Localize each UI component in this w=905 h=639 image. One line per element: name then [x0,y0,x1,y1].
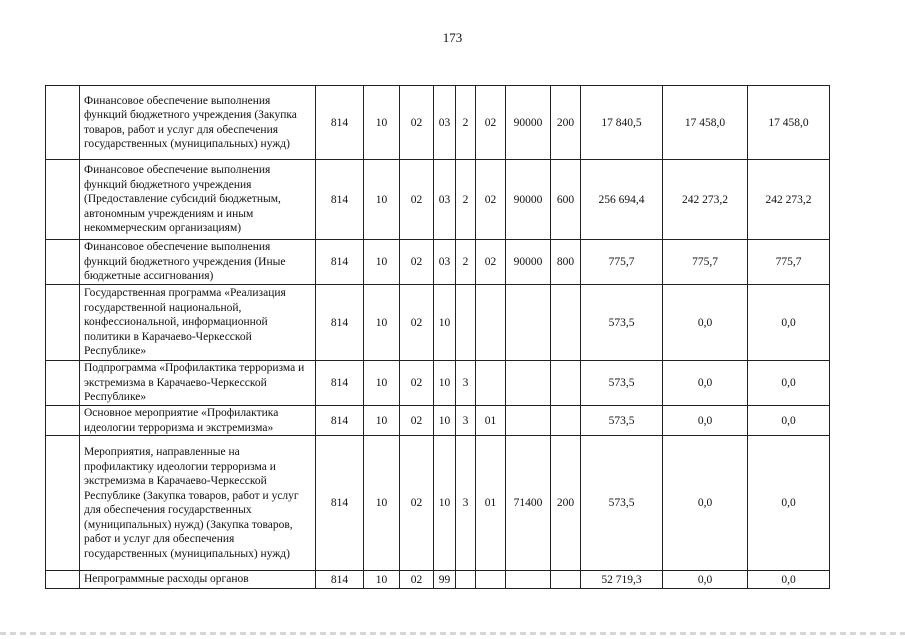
program-code: 10 [434,285,456,361]
expense-type-code [551,571,581,589]
amount-year-1: 256 694,4 [581,160,663,240]
program-code: 03 [434,160,456,240]
subprogram-code: 2 [456,240,476,285]
amount-year-2: 0,0 [663,285,748,361]
amount-year-3: 0,0 [748,361,830,406]
expense-type-code: 800 [551,240,581,285]
activity-code [476,361,506,406]
program-code: 99 [434,571,456,589]
expense-name: Мероприятия, направленные на профилактику идеологии терроризма и экстремизма в Карачаево-Черкесской Республике (Закупка товаров, работ и услуг для обеспечения государственных (муниципальных) нужд) (Закупка товаров, работ и услуг для обеспечения государственных (муниципальных) нужд) [80,436,316,571]
expense-type-code: 600 [551,160,581,240]
program-code: 10 [434,406,456,436]
section-code: 10 [364,436,400,571]
row-marker-cell [46,361,80,406]
table-row [46,571,830,589]
subsection-code: 02 [400,86,434,160]
table-row [46,361,830,406]
ministry-code: 814 [316,86,364,160]
activity-code [476,571,506,589]
table-row [46,406,830,436]
subsection-code: 02 [400,436,434,571]
amount-year-3: 242 273,2 [748,160,830,240]
expense-name: Финансовое обеспечение выполнения функций бюджетного учреждения (Предоставление субсидий бюджетным, автономным учреждениям и иным некоммерческим организациям) [80,160,316,240]
amount-year-3: 775,7 [748,240,830,285]
direction-code: 71400 [506,436,551,571]
amount-year-1: 775,7 [581,240,663,285]
direction-code [506,285,551,361]
direction-code [506,571,551,589]
amount-year-3: 0,0 [748,571,830,589]
amount-year-3: 0,0 [748,436,830,571]
expense-type-code: 200 [551,86,581,160]
program-code: 10 [434,361,456,406]
subprogram-code: 3 [456,361,476,406]
activity-code: 01 [476,436,506,571]
subsection-code: 02 [400,571,434,589]
ministry-code: 814 [316,160,364,240]
activity-code: 01 [476,406,506,436]
table-row [46,285,830,361]
table-row [46,436,830,571]
subprogram-code [456,285,476,361]
amount-year-2: 0,0 [663,571,748,589]
section-code: 10 [364,240,400,285]
row-marker-cell [46,240,80,285]
row-marker-cell [46,436,80,571]
amount-year-1: 573,5 [581,436,663,571]
amount-year-1: 52 719,3 [581,571,663,589]
row-marker-cell [46,160,80,240]
direction-code: 90000 [506,240,551,285]
amount-year-3: 17 458,0 [748,86,830,160]
activity-code: 02 [476,160,506,240]
activity-code [476,285,506,361]
expense-name: Непрограммные расходы органов [80,571,316,589]
subprogram-code: 2 [456,160,476,240]
section-code: 10 [364,160,400,240]
ministry-code: 814 [316,436,364,571]
subprogram-code: 3 [456,436,476,571]
subsection-code: 02 [400,285,434,361]
ministry-code: 814 [316,240,364,285]
direction-code [506,406,551,436]
expense-type-code [551,285,581,361]
row-marker-cell [46,285,80,361]
direction-code: 90000 [506,86,551,160]
scan-edge-artifact [0,632,905,635]
budget-table [45,85,830,589]
amount-year-3: 0,0 [748,285,830,361]
expense-name: Государственная программа «Реализация государственной национальной, конфессиональной, информационной политики в Карачаево-Черкесской Республике» [80,285,316,361]
section-code: 10 [364,285,400,361]
activity-code: 02 [476,86,506,160]
direction-code [506,361,551,406]
program-code: 10 [434,436,456,571]
row-marker-cell [46,406,80,436]
ministry-code: 814 [316,406,364,436]
expense-type-code [551,361,581,406]
amount-year-1: 573,5 [581,285,663,361]
table-row [46,240,830,285]
table-row [46,86,830,160]
subsection-code: 02 [400,160,434,240]
subsection-code: 02 [400,406,434,436]
expense-name: Основное мероприятие «Профилактика идеологии терроризма и экстремизма» [80,406,316,436]
ministry-code: 814 [316,361,364,406]
amount-year-1: 17 840,5 [581,86,663,160]
direction-code: 90000 [506,160,551,240]
amount-year-2: 0,0 [663,406,748,436]
section-code: 10 [364,361,400,406]
table-row [46,160,830,240]
subsection-code: 02 [400,361,434,406]
amount-year-1: 573,5 [581,406,663,436]
program-code: 03 [434,86,456,160]
amount-year-1: 573,5 [581,361,663,406]
program-code: 03 [434,240,456,285]
amount-year-2: 0,0 [663,436,748,571]
amount-year-2: 775,7 [663,240,748,285]
expense-name: Финансовое обеспечение выполнения функций бюджетного учреждения (Закупка товаров, работ и услуг для обеспечения государственных (муниципальных) нужд) [80,86,316,160]
activity-code: 02 [476,240,506,285]
amount-year-2: 242 273,2 [663,160,748,240]
amount-year-2: 17 458,0 [663,86,748,160]
subprogram-code [456,571,476,589]
row-marker-cell [46,571,80,589]
subsection-code: 02 [400,240,434,285]
amount-year-3: 0,0 [748,406,830,436]
expense-type-code [551,406,581,436]
section-code: 10 [364,86,400,160]
subprogram-code: 3 [456,406,476,436]
section-code: 10 [364,571,400,589]
subprogram-code: 2 [456,86,476,160]
amount-year-2: 0,0 [663,361,748,406]
page-number: 173 [442,30,463,45]
section-code: 10 [364,406,400,436]
expense-name: Подпрограмма «Профилактика терроризма и экстремизма в Карачаево-Черкесской Республике» [80,361,316,406]
row-marker-cell [46,86,80,160]
ministry-code: 814 [316,285,364,361]
expense-type-code: 200 [551,436,581,571]
expense-name: Финансовое обеспечение выполнения функций бюджетного учреждения (Иные бюджетные ассигнования) [80,240,316,285]
ministry-code: 814 [316,571,364,589]
